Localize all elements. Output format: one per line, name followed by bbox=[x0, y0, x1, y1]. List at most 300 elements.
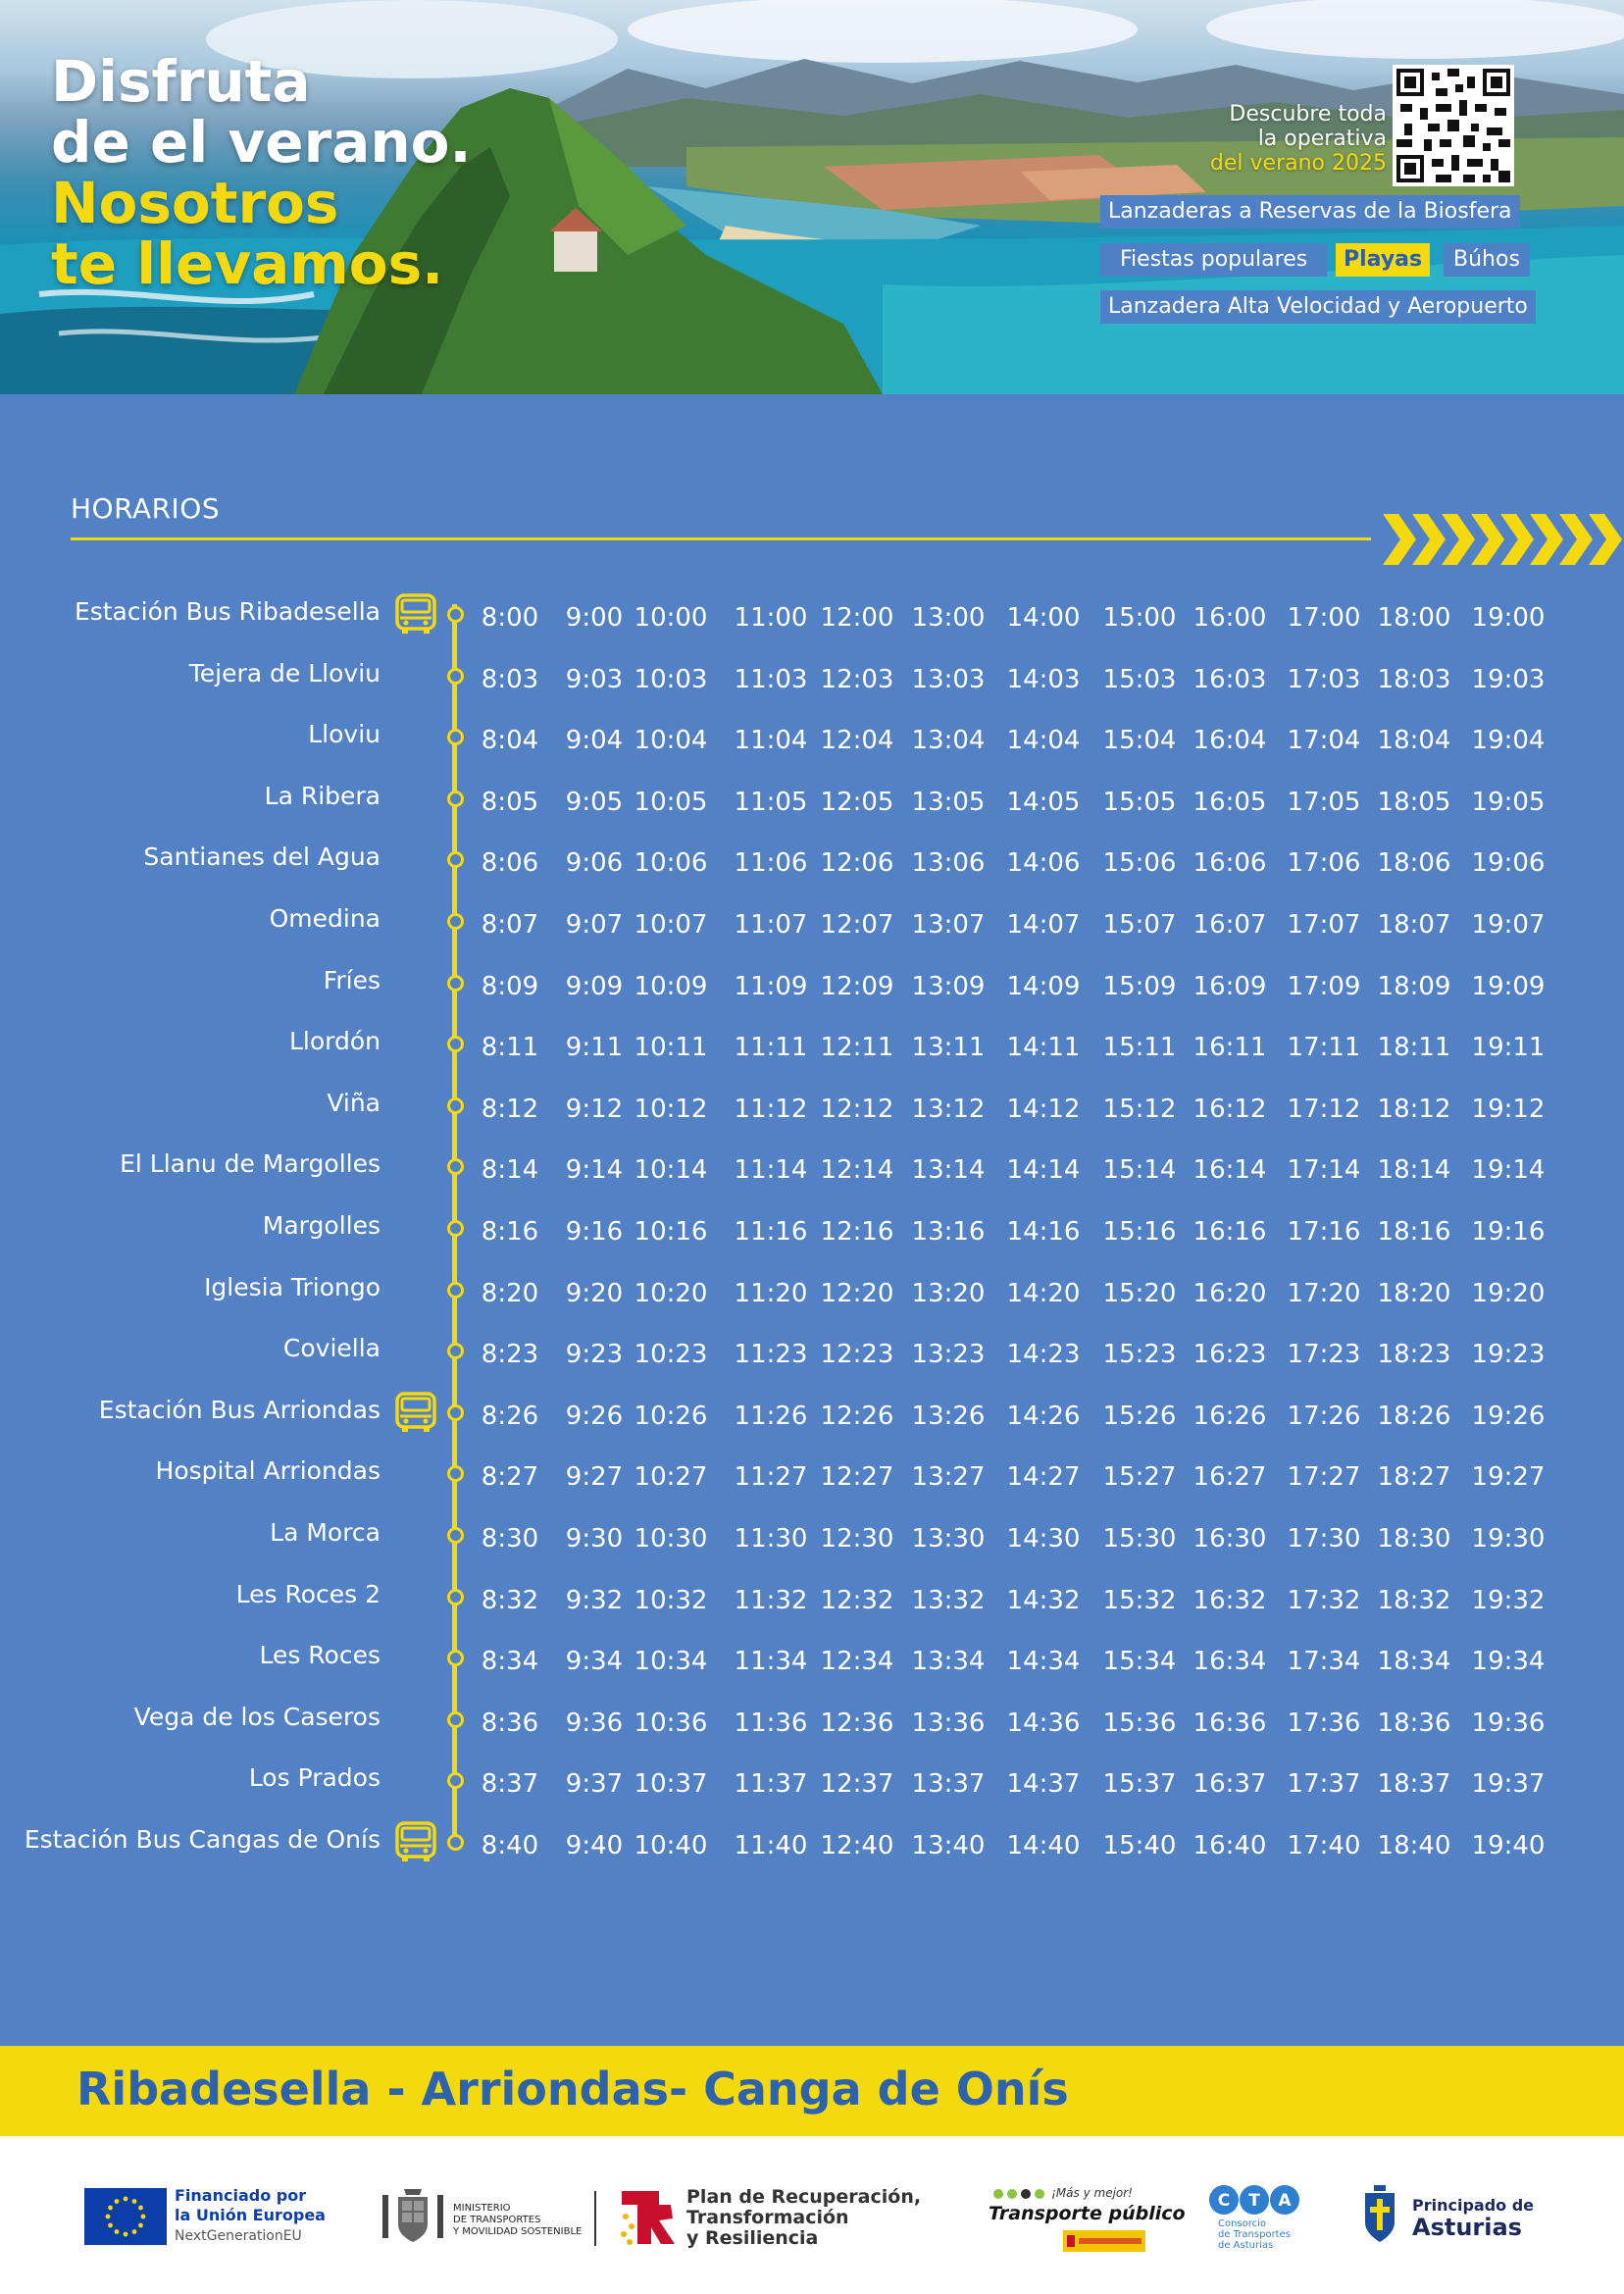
time-cell: 9:37 bbox=[565, 1769, 624, 1800]
time-cell: 9:09 bbox=[565, 971, 624, 1001]
time-cell: 14:40 bbox=[1006, 1831, 1081, 1861]
time-cell: 16:03 bbox=[1193, 664, 1267, 694]
chip-lanzaderas-biosfera[interactable]: Lanzaderas a Reservas de la Biosfera bbox=[1100, 195, 1520, 229]
stop-dot-icon bbox=[447, 1404, 464, 1421]
chip-fiestas-populares[interactable]: Fiestas populares bbox=[1100, 243, 1327, 277]
time-cell: 9:40 bbox=[565, 1831, 624, 1861]
stop-name: Omedina bbox=[269, 904, 381, 933]
time-cell: 18:09 bbox=[1377, 971, 1451, 1001]
time-cell: 14:36 bbox=[1006, 1708, 1081, 1738]
time-cell: 10:05 bbox=[634, 787, 708, 817]
time-cell: 17:32 bbox=[1287, 1585, 1361, 1615]
time-cell: 14:14 bbox=[1006, 1155, 1081, 1186]
stop-name: La Morca bbox=[270, 1518, 381, 1547]
stop-dot-icon bbox=[447, 1711, 464, 1728]
time-cell: 15:23 bbox=[1102, 1340, 1177, 1370]
time-cell: 19:05 bbox=[1471, 787, 1546, 817]
time-cell: 8:20 bbox=[481, 1278, 539, 1308]
time-cell: 18:00 bbox=[1377, 603, 1451, 633]
hero-title-line: Nosotros bbox=[51, 170, 339, 236]
time-cell: 13:36 bbox=[911, 1708, 986, 1738]
time-cell: 12:14 bbox=[820, 1155, 894, 1186]
time-cell: 10:20 bbox=[634, 1278, 708, 1308]
time-cell: 11:03 bbox=[734, 664, 808, 694]
time-cell: 18:14 bbox=[1377, 1155, 1451, 1186]
time-cell: 10:40 bbox=[634, 1831, 708, 1861]
hero-title-line: de el verano. bbox=[51, 109, 472, 176]
svg-text:C: C bbox=[1217, 2191, 1231, 2211]
cta-text-line: Consorcio bbox=[1218, 2218, 1267, 2229]
chip-buhos[interactable]: Búhos bbox=[1444, 243, 1530, 277]
time-cell: 18:37 bbox=[1377, 1769, 1451, 1800]
time-cell: 14:27 bbox=[1006, 1462, 1081, 1493]
time-cell: 10:27 bbox=[634, 1462, 708, 1493]
time-cell: 16:05 bbox=[1193, 787, 1267, 817]
table-row bbox=[0, 1391, 1624, 1430]
time-cell: 13:07 bbox=[911, 910, 986, 940]
time-cell: 8:37 bbox=[481, 1769, 539, 1800]
time-cell: 12:03 bbox=[820, 664, 894, 694]
stop-name: Iglesia Triongo bbox=[204, 1272, 381, 1301]
stop-name: Fríes bbox=[323, 965, 381, 994]
time-cell: 14:26 bbox=[1006, 1401, 1081, 1431]
time-cell: 10:36 bbox=[634, 1708, 708, 1738]
time-cell: 12:23 bbox=[820, 1340, 894, 1370]
time-cell: 10:03 bbox=[634, 664, 708, 694]
time-cell: 15:26 bbox=[1102, 1401, 1177, 1431]
time-cell: 15:03 bbox=[1102, 664, 1177, 694]
stop-name: Viña bbox=[327, 1088, 381, 1117]
time-cell: 19:27 bbox=[1471, 1462, 1546, 1493]
time-cell: 9:26 bbox=[565, 1401, 624, 1431]
recovery-plan-icon bbox=[616, 2185, 679, 2246]
time-cell: 15:11 bbox=[1102, 1033, 1177, 1063]
time-cell: 10:06 bbox=[634, 848, 708, 879]
time-cell: 19:12 bbox=[1471, 1094, 1546, 1124]
table-row bbox=[0, 899, 1624, 939]
spain-flag-icon bbox=[1063, 2230, 1145, 2252]
qr-caption-line: la operativa bbox=[1257, 127, 1387, 151]
svg-text:T: T bbox=[1248, 2191, 1260, 2211]
stop-name: Estación Bus Cangas de Onís bbox=[24, 1825, 381, 1854]
time-cell: 12:37 bbox=[820, 1769, 894, 1800]
time-cell: 16:27 bbox=[1193, 1462, 1267, 1493]
time-cell: 12:12 bbox=[820, 1094, 894, 1124]
time-cell: 10:16 bbox=[634, 1217, 708, 1247]
time-cell: 14:03 bbox=[1006, 664, 1081, 694]
heading-underline bbox=[71, 537, 1371, 540]
time-cell: 12:40 bbox=[820, 1831, 894, 1861]
time-cell: 9:07 bbox=[565, 910, 624, 940]
time-cell: 16:16 bbox=[1193, 1217, 1267, 1247]
table-row bbox=[0, 1513, 1624, 1553]
time-cell: 13:27 bbox=[911, 1462, 986, 1493]
time-cell: 19:40 bbox=[1471, 1831, 1546, 1861]
footer-logos bbox=[0, 2136, 1624, 2294]
time-cell: 13:04 bbox=[911, 726, 986, 756]
coat-of-arms-icon bbox=[381, 2185, 445, 2246]
time-cell: 13:06 bbox=[911, 848, 986, 879]
time-cell: 10:11 bbox=[634, 1033, 708, 1063]
time-cell: 13:12 bbox=[911, 1094, 986, 1124]
time-cell: 19:03 bbox=[1471, 664, 1546, 694]
time-cell: 8:16 bbox=[481, 1217, 539, 1247]
time-cell: 19:07 bbox=[1471, 910, 1546, 940]
table-row bbox=[0, 1145, 1624, 1184]
stop-dot-icon bbox=[447, 1834, 464, 1851]
stop-dot-icon bbox=[447, 1097, 464, 1114]
time-cell: 16:06 bbox=[1193, 848, 1267, 879]
table-row bbox=[0, 1452, 1624, 1491]
qr-code-icon[interactable] bbox=[1393, 65, 1514, 186]
time-cell: 9:04 bbox=[565, 726, 624, 756]
table-row bbox=[0, 838, 1624, 877]
time-cell: 15:16 bbox=[1102, 1217, 1177, 1247]
time-cell: 8:30 bbox=[481, 1524, 539, 1554]
time-cell: 15:07 bbox=[1102, 910, 1177, 940]
time-cell: 9:00 bbox=[565, 603, 624, 633]
time-cell: 10:30 bbox=[634, 1524, 708, 1554]
eu-logo bbox=[84, 2186, 326, 2249]
time-cell: 12:26 bbox=[820, 1401, 894, 1431]
stop-dot-icon bbox=[447, 1036, 464, 1052]
qr-caption-line: Descubre toda bbox=[1229, 102, 1387, 127]
time-cell: 19:16 bbox=[1471, 1217, 1546, 1247]
time-cell: 18:05 bbox=[1377, 787, 1451, 817]
qr-caption-line: del verano 2025 bbox=[1209, 151, 1387, 176]
tp-name: Transporte público bbox=[989, 2203, 1186, 2224]
time-cell: 9:32 bbox=[565, 1585, 624, 1615]
bus-icon bbox=[394, 1820, 437, 1863]
time-cell: 8:23 bbox=[481, 1340, 539, 1370]
stop-dot-icon bbox=[447, 913, 464, 930]
time-cell: 15:12 bbox=[1102, 1094, 1177, 1124]
time-cell: 18:23 bbox=[1377, 1340, 1451, 1370]
table-row bbox=[0, 592, 1624, 632]
time-cell: 11:00 bbox=[734, 603, 808, 633]
time-cell: 16:23 bbox=[1193, 1340, 1267, 1370]
svg-text:A: A bbox=[1278, 2191, 1292, 2211]
cta-icon bbox=[1208, 2183, 1300, 2217]
stop-dot-icon bbox=[447, 851, 464, 868]
time-cell: 19:09 bbox=[1471, 971, 1546, 1001]
stop-dot-icon bbox=[447, 1282, 464, 1299]
table-row bbox=[0, 1820, 1624, 1860]
time-cell: 10:32 bbox=[634, 1585, 708, 1615]
stop-dot-icon bbox=[447, 1589, 464, 1606]
eu-flag-icon bbox=[84, 2188, 167, 2245]
time-cell: 13:30 bbox=[911, 1524, 986, 1554]
stop-dot-icon bbox=[447, 606, 464, 623]
time-cell: 8:27 bbox=[481, 1462, 539, 1493]
time-cell: 12:00 bbox=[820, 603, 894, 633]
time-cell: 14:04 bbox=[1006, 726, 1081, 756]
time-cell: 18:12 bbox=[1377, 1094, 1451, 1124]
route-title: Ribadesella - Arriondas- Canga de Onís bbox=[76, 2063, 1069, 2116]
time-cell: 13:05 bbox=[911, 787, 986, 817]
time-cell: 11:09 bbox=[734, 971, 808, 1001]
time-cell: 10:37 bbox=[634, 1769, 708, 1800]
stop-dot-icon bbox=[447, 1527, 464, 1544]
asturias-text-line: Principado de bbox=[1412, 2196, 1535, 2215]
time-cell: 12:05 bbox=[820, 787, 894, 817]
time-cell: 12:07 bbox=[820, 910, 894, 940]
time-cell: 12:16 bbox=[820, 1217, 894, 1247]
time-cell: 14:00 bbox=[1006, 603, 1081, 633]
time-cell: 13:32 bbox=[911, 1585, 986, 1615]
time-cell: 9:20 bbox=[565, 1278, 624, 1308]
table-row bbox=[0, 1268, 1624, 1307]
time-cell: 11:20 bbox=[734, 1278, 808, 1308]
time-cell: 14:32 bbox=[1006, 1585, 1081, 1615]
time-cell: 17:16 bbox=[1287, 1217, 1361, 1247]
time-cell: 9:34 bbox=[565, 1647, 624, 1677]
time-cell: 17:00 bbox=[1287, 603, 1361, 633]
time-cell: 14:09 bbox=[1006, 971, 1081, 1001]
time-cell: 9:03 bbox=[565, 664, 624, 694]
time-cell: 15:40 bbox=[1102, 1831, 1177, 1861]
time-cell: 14:16 bbox=[1006, 1217, 1081, 1247]
time-cell: 19:37 bbox=[1471, 1769, 1546, 1800]
time-cell: 17:03 bbox=[1287, 664, 1361, 694]
ministerio-text-line: Y MOVILIDAD SOSTENIBLE bbox=[453, 2226, 583, 2237]
time-cell: 19:23 bbox=[1471, 1340, 1546, 1370]
bus-icon bbox=[394, 592, 437, 636]
time-cell: 14:30 bbox=[1006, 1524, 1081, 1554]
qr-caption bbox=[1210, 102, 1387, 176]
time-cell: 19:00 bbox=[1471, 603, 1546, 633]
time-cell: 14:34 bbox=[1006, 1647, 1081, 1677]
time-cell: 9:30 bbox=[565, 1524, 624, 1554]
stop-name: Llordón bbox=[288, 1027, 381, 1056]
time-cell: 12:06 bbox=[820, 848, 894, 879]
table-row bbox=[0, 777, 1624, 816]
stop-name: Tejera de Lloviu bbox=[188, 658, 381, 688]
stop-name: Hospital Arriondas bbox=[155, 1456, 381, 1486]
time-cell: 8:05 bbox=[481, 787, 539, 817]
time-cell: 17:06 bbox=[1287, 848, 1361, 879]
time-cell: 18:07 bbox=[1377, 910, 1451, 940]
time-cell: 8:34 bbox=[481, 1647, 539, 1677]
time-cell: 12:09 bbox=[820, 971, 894, 1001]
time-cell: 8:00 bbox=[481, 603, 539, 633]
cta-logo bbox=[1208, 2183, 1300, 2251]
time-cell: 12:32 bbox=[820, 1585, 894, 1615]
time-cell: 12:34 bbox=[820, 1647, 894, 1677]
time-cell: 13:11 bbox=[911, 1033, 986, 1063]
transport-dots-icon bbox=[992, 2187, 1049, 2201]
time-cell: 19:36 bbox=[1471, 1708, 1546, 1738]
time-cell: 18:30 bbox=[1377, 1524, 1451, 1554]
time-cell: 11:37 bbox=[734, 1769, 808, 1800]
time-cell: 11:05 bbox=[734, 787, 808, 817]
time-cell: 11:40 bbox=[734, 1831, 808, 1861]
table-row bbox=[0, 715, 1624, 754]
time-cell: 16:37 bbox=[1193, 1769, 1267, 1800]
time-cell: 10:12 bbox=[634, 1094, 708, 1124]
time-cell: 12:11 bbox=[820, 1033, 894, 1063]
chip-alta-velocidad[interactable]: Lanzadera Alta Velocidad y Aeropuerto bbox=[1100, 290, 1536, 324]
section-heading: HORARIOS bbox=[71, 492, 221, 525]
time-cell: 12:36 bbox=[820, 1708, 894, 1738]
stop-dot-icon bbox=[447, 668, 464, 685]
time-cell: 15:37 bbox=[1102, 1769, 1177, 1800]
time-cell: 9:12 bbox=[565, 1094, 624, 1124]
time-cell: 16:00 bbox=[1193, 603, 1267, 633]
table-row bbox=[0, 1759, 1624, 1798]
stop-dot-icon bbox=[447, 975, 464, 992]
ministerio-text-line: MINISTERIO bbox=[453, 2203, 511, 2214]
time-cell: 16:04 bbox=[1193, 726, 1267, 756]
time-cell: 11:04 bbox=[734, 726, 808, 756]
time-cell: 10:14 bbox=[634, 1155, 708, 1186]
cta-text-line: de Transportes bbox=[1218, 2229, 1291, 2240]
time-cell: 8:12 bbox=[481, 1094, 539, 1124]
time-cell: 14:37 bbox=[1006, 1769, 1081, 1800]
time-cell: 9:27 bbox=[565, 1462, 624, 1493]
time-cell: 16:12 bbox=[1193, 1094, 1267, 1124]
time-cell: 16:40 bbox=[1193, 1831, 1267, 1861]
stop-name: Los Prados bbox=[248, 1763, 381, 1793]
eu-text-line: la Unión Europea bbox=[175, 2206, 326, 2224]
time-cell: 18:34 bbox=[1377, 1647, 1451, 1677]
time-cell: 13:23 bbox=[911, 1340, 986, 1370]
time-cell: 8:36 bbox=[481, 1708, 539, 1738]
table-row bbox=[0, 1084, 1624, 1123]
time-cell: 17:30 bbox=[1287, 1524, 1361, 1554]
time-cell: 18:11 bbox=[1377, 1033, 1451, 1063]
stop-name: Lloviu bbox=[308, 720, 381, 749]
time-cell: 17:05 bbox=[1287, 787, 1361, 817]
stop-dot-icon bbox=[447, 1650, 464, 1666]
time-cell: 13:20 bbox=[911, 1278, 986, 1308]
stop-dot-icon bbox=[447, 790, 464, 807]
time-cell: 10:26 bbox=[634, 1401, 708, 1431]
ministerio-logo bbox=[381, 2185, 583, 2250]
time-cell: 17:40 bbox=[1287, 1831, 1361, 1861]
time-cell: 13:00 bbox=[911, 603, 986, 633]
time-cell: 16:26 bbox=[1193, 1401, 1267, 1431]
time-cell: 15:27 bbox=[1102, 1462, 1177, 1493]
time-cell: 17:11 bbox=[1287, 1033, 1361, 1063]
time-cell: 14:20 bbox=[1006, 1278, 1081, 1308]
time-cell: 16:36 bbox=[1193, 1708, 1267, 1738]
time-cell: 17:07 bbox=[1287, 910, 1361, 940]
chip-playas[interactable]: Playas bbox=[1336, 243, 1430, 277]
time-cell: 10:04 bbox=[634, 726, 708, 756]
time-cell: 19:34 bbox=[1471, 1647, 1546, 1677]
time-cell: 15:34 bbox=[1102, 1647, 1177, 1677]
stop-dot-icon bbox=[447, 1220, 464, 1237]
time-cell: 13:03 bbox=[911, 664, 986, 694]
hero-title-line: te llevamos. bbox=[51, 230, 444, 297]
time-cell: 13:40 bbox=[911, 1831, 986, 1861]
eu-text-line: NextGenerationEU bbox=[175, 2228, 302, 2244]
time-cell: 15:20 bbox=[1102, 1278, 1177, 1308]
time-cell: 9:36 bbox=[565, 1708, 624, 1738]
time-cell: 9:05 bbox=[565, 787, 624, 817]
time-cell: 13:14 bbox=[911, 1155, 986, 1186]
table-row bbox=[0, 1329, 1624, 1368]
time-cell: 17:04 bbox=[1287, 726, 1361, 756]
time-cell: 16:34 bbox=[1193, 1647, 1267, 1677]
time-cell: 10:00 bbox=[634, 603, 708, 633]
time-cell: 17:27 bbox=[1287, 1462, 1361, 1493]
bus-icon bbox=[394, 1391, 437, 1434]
time-cell: 9:23 bbox=[565, 1340, 624, 1370]
time-cell: 12:30 bbox=[820, 1524, 894, 1554]
time-cell: 13:34 bbox=[911, 1647, 986, 1677]
time-cell: 8:06 bbox=[481, 848, 539, 879]
time-cell: 15:36 bbox=[1102, 1708, 1177, 1738]
cta-text-line: de Asturias bbox=[1218, 2240, 1274, 2251]
stop-name: Vega de los Caseros bbox=[133, 1702, 381, 1731]
asturias-shield-icon bbox=[1361, 2185, 1398, 2244]
time-cell: 18:32 bbox=[1377, 1585, 1451, 1615]
stop-name: Les Roces bbox=[259, 1641, 381, 1670]
asturias-text-line: Asturias bbox=[1412, 2214, 1522, 2241]
time-cell: 11:11 bbox=[734, 1033, 808, 1063]
table-row bbox=[0, 654, 1624, 693]
time-cell: 10:23 bbox=[634, 1340, 708, 1370]
time-cell: 17:20 bbox=[1287, 1278, 1361, 1308]
time-cell: 17:14 bbox=[1287, 1155, 1361, 1186]
schedule-panel bbox=[0, 394, 1624, 2046]
time-cell: 15:09 bbox=[1102, 971, 1177, 1001]
eu-text-line: Financiado por bbox=[175, 2186, 307, 2205]
stop-name: La Ribera bbox=[264, 781, 381, 810]
time-cell: 18:06 bbox=[1377, 848, 1451, 879]
stop-dot-icon bbox=[447, 729, 464, 745]
time-cell: 19:11 bbox=[1471, 1033, 1546, 1063]
time-cell: 15:04 bbox=[1102, 726, 1177, 756]
time-cell: 14:23 bbox=[1006, 1340, 1081, 1370]
time-cell: 19:26 bbox=[1471, 1401, 1546, 1431]
time-cell: 17:34 bbox=[1287, 1647, 1361, 1677]
time-cell: 17:36 bbox=[1287, 1708, 1361, 1738]
time-cell: 8:14 bbox=[481, 1155, 539, 1186]
time-cell: 13:16 bbox=[911, 1217, 986, 1247]
chevron-right-icon bbox=[1383, 510, 1624, 569]
divider bbox=[594, 2191, 596, 2246]
plan-recuperacion-logo bbox=[616, 2185, 922, 2250]
time-cell: 13:37 bbox=[911, 1769, 986, 1800]
stop-name: El Llanu de Margolles bbox=[120, 1149, 381, 1179]
time-cell: 19:20 bbox=[1471, 1278, 1546, 1308]
time-cell: 11:07 bbox=[734, 910, 808, 940]
hero-title bbox=[51, 48, 472, 297]
time-cell: 16:32 bbox=[1193, 1585, 1267, 1615]
stop-dot-icon bbox=[447, 1158, 464, 1175]
time-cell: 15:05 bbox=[1102, 787, 1177, 817]
time-cell: 15:14 bbox=[1102, 1155, 1177, 1186]
time-cell: 8:40 bbox=[481, 1831, 539, 1861]
stop-name: Estación Bus Arriondas bbox=[98, 1395, 381, 1424]
time-cell: 14:12 bbox=[1006, 1094, 1081, 1124]
time-cell: 11:27 bbox=[734, 1462, 808, 1493]
time-cell: 13:26 bbox=[911, 1401, 986, 1431]
time-cell: 11:12 bbox=[734, 1094, 808, 1124]
plan-text-line: Plan de Recuperación, bbox=[686, 2186, 922, 2208]
time-cell: 16:07 bbox=[1193, 910, 1267, 940]
time-cell: 18:40 bbox=[1377, 1831, 1451, 1861]
time-cell: 9:11 bbox=[565, 1033, 624, 1063]
time-cell: 18:36 bbox=[1377, 1708, 1451, 1738]
time-cell: 8:26 bbox=[481, 1401, 539, 1431]
table-row bbox=[0, 1022, 1624, 1061]
time-cell: 16:14 bbox=[1193, 1155, 1267, 1186]
time-cell: 14:07 bbox=[1006, 910, 1081, 940]
